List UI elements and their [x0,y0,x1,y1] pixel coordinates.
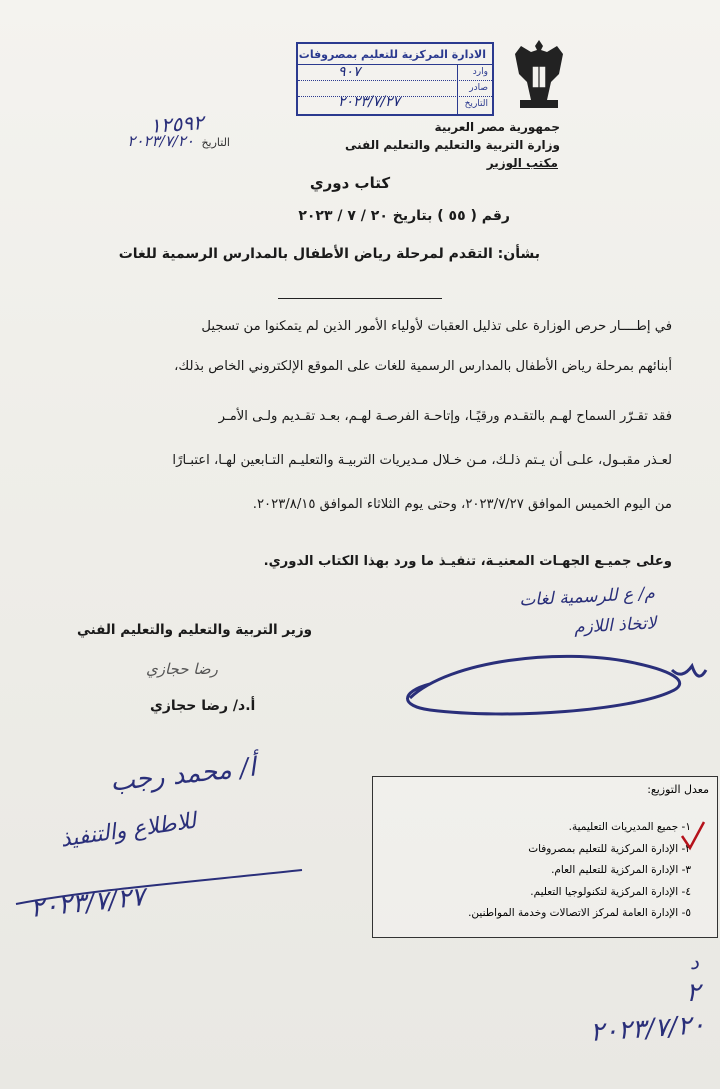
office-name: مكتب الوزير [486,156,558,170]
handwritten-note-left-1: أ/ محمد رجب [108,752,258,798]
subject-divider [278,298,442,299]
distribution-item: ٥- الإدارة العامة لمركز الاتصالات وخدمة المواطنين. [468,907,691,919]
minister-signature-text: رضا حجازي [146,660,218,678]
ministry-header [345,118,560,172]
handwritten-date-row [90,132,230,150]
body-paragraph-1: في إطــــار حرص الوزارة على تذليل العقبات لأولياء الأمور الذين لم يتمكنوا من تسجيل أبنائهم بمرحلة رياض الأطفال بالمدارس الرسمية للغات على الموقع الإلكتروني الخاص بذلك، [174,319,672,374]
handwritten-mark-2: ٢ [686,978,700,1008]
distribution-heading: معدل التوزيع: [647,783,709,796]
distribution-list [468,817,691,925]
handwritten-date-bottom-right: ٢٠٢٣/٧/٢٠ [589,1010,707,1048]
document-type: كتاب دوري [309,174,391,192]
handwritten-date: ٢٠٢٣/٧/٢٠ [127,132,194,150]
handwritten-date-left: ٢٠٢٣/٧/٢٧ [28,882,147,924]
red-check-icon [678,818,708,858]
handwritten-mark-1: د [690,950,699,974]
distribution-box [372,776,718,938]
document-subject: بشأن: التقدم لمرحلة رياض الأطفال بالمدارس الرسمية للغات [118,246,540,262]
distribution-item: ٤- الإدارة المركزية لتكنولوجيا التعليم. [530,885,691,898]
handwritten-reference-number: ١٢٥٩٢ [149,110,205,138]
body-paragraph-2: فقد تقـرّر السماح لهـم بالتقـدم ورقيًـا، وإتاحـة الفرصـة لهـم، بعـد تقـديم ولـى الأمـر لعـذر مقبـول، علـى أن يـتم ذلـك، مـن خـلال مـديريات التربيـة والتعليـم التـابعين لهـا، اعتبـارًا من اليوم الخميس الموافق ٢٠٢٣/٧/٢٧، وحتى يوم الثلاثاء الموافق ٢٠٢٣/٨/١٥. [172,409,672,512]
stamp-date: ٢٠٢٣/٧/٢٧ [338,94,401,110]
minister-signature-icon [390,640,710,730]
country-name: جمهورية مصر العربية [434,120,560,134]
closing-line: وعلى جميـع الجهـات المعنيـة، تنفيـذ ما ورد بهذا الكتاب الدوري. [263,554,672,569]
ministry-name: وزارة التربية والتعليم والتعليم الفنى [344,138,560,152]
stamp-label-date: التاريخ [464,99,488,109]
document-number-line: رقم ( ٥٥ ) بتاريخ ٢٠ / ٧ / ٢٠٢٣ [298,208,510,224]
minister-title: وزير التربية والتعليم والتعليم الفني [76,622,312,638]
eagle-emblem-icon [508,36,570,114]
minister-name: أ.د/ رضا حجازي [150,698,256,714]
distribution-item: ٢- الإدارة المركزية للتعليم بمصروفات [528,842,691,855]
stamp-number: ٩٠٧ [338,64,361,80]
incoming-stamp [296,42,494,116]
date-label: التاريخ [201,136,230,149]
stamp-label-in: وارد [472,67,488,77]
handwritten-note-right: م/ ع للرسمية لغات لاتخاذ اللازم [518,583,657,638]
handwritten-note-left-2: للاطلاع والتنفيذ [58,808,198,853]
stamp-title: الادارة المركزية للتعليم بمصروفات [298,48,486,61]
stamp-label-out: صادر [469,83,488,93]
distribution-item: ١- جميع المديريات التعليمية. [568,821,691,833]
distribution-item: ٣- الإدارة المركزية للتعليم العام. [551,864,691,876]
